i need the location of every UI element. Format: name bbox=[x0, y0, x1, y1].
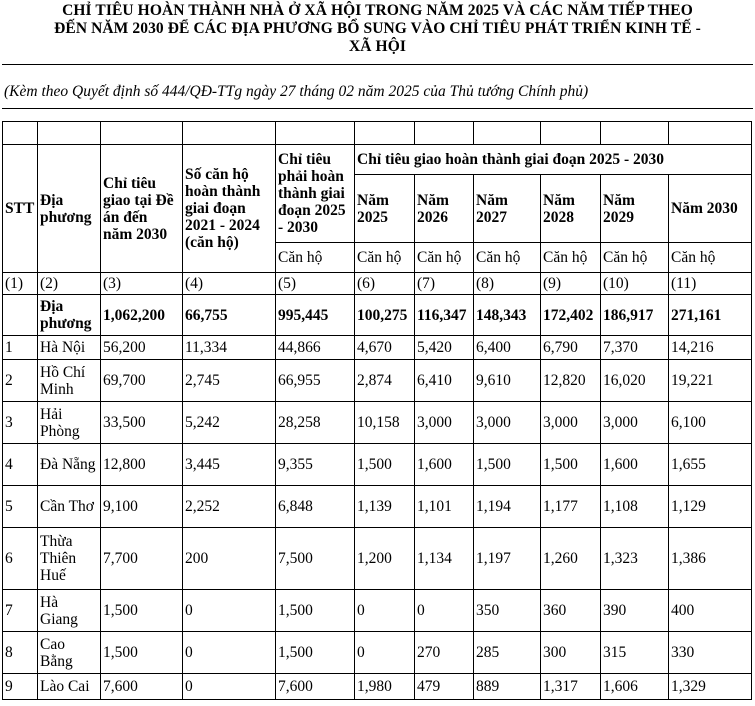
table-row bbox=[3, 336, 752, 360]
cell-year-2028: 12,820 bbox=[541, 360, 601, 402]
cell-year-2026: 1,134 bbox=[415, 528, 474, 590]
cell-completed: 11,334 bbox=[183, 336, 276, 360]
cell-locality: Cao Bằng bbox=[38, 632, 101, 674]
cell-stt: 7 bbox=[3, 590, 38, 632]
cell-year-2029: 3,000 bbox=[601, 402, 669, 444]
cell-completed: 200 bbox=[183, 528, 276, 590]
cell-stt: 5 bbox=[3, 486, 38, 528]
cell-target: 33,500 bbox=[101, 402, 183, 444]
cell-year-2030: 1,129 bbox=[669, 486, 752, 528]
table-row bbox=[3, 528, 752, 590]
header-locality: Địa phương bbox=[38, 145, 101, 273]
table-row bbox=[3, 444, 752, 486]
cell-remaining: 7,500 bbox=[276, 528, 355, 590]
cell-locality: Cần Thơ bbox=[38, 486, 101, 528]
header-completed-2021-2024: Số căn hộ hoàn thành giai đoạn 2021 - 2024 (căn hộ) bbox=[183, 145, 276, 273]
header-year-2026: Năm 2026 bbox=[415, 175, 474, 243]
total-label: Địa phương bbox=[38, 295, 101, 336]
cell-completed: 0 bbox=[183, 674, 276, 700]
cell-year-2026: 1,600 bbox=[415, 444, 474, 486]
cell-year-2026: 1,101 bbox=[415, 486, 474, 528]
col-number: (9) bbox=[541, 273, 601, 295]
cell-year-2030: 330 bbox=[669, 632, 752, 674]
cell-year-2027: 6,400 bbox=[474, 336, 541, 360]
table-body bbox=[3, 336, 752, 700]
col-number: (4) bbox=[183, 273, 276, 295]
header-year-2029: Năm 2029 bbox=[601, 175, 669, 243]
unit-label: Căn hộ bbox=[355, 243, 415, 273]
cell-completed: 0 bbox=[183, 632, 276, 674]
cell-target: 7,600 bbox=[101, 674, 183, 700]
cell-locality: Đà Nẵng bbox=[38, 444, 101, 486]
cell-year-2028: 300 bbox=[541, 632, 601, 674]
cell-year-2025: 1,980 bbox=[355, 674, 415, 700]
cell-completed: 2,252 bbox=[183, 486, 276, 528]
cell-year-2028: 360 bbox=[541, 590, 601, 632]
unit-label: Căn hộ bbox=[415, 243, 474, 273]
cell-stt: 3 bbox=[3, 402, 38, 444]
cell-year-2029: 315 bbox=[601, 632, 669, 674]
header-must-complete: Chỉ tiêu phải hoàn thành giai đoạn 2025 - 2030 bbox=[276, 145, 355, 243]
cell-year-2027: 889 bbox=[474, 674, 541, 700]
total-completed: 66,755 bbox=[183, 295, 276, 336]
col-number: (7) bbox=[415, 273, 474, 295]
column-number-row bbox=[3, 273, 752, 295]
cell-stt: 6 bbox=[3, 528, 38, 590]
cell-remaining: 7,600 bbox=[276, 674, 355, 700]
cell-locality: Hồ Chí Minh bbox=[38, 360, 101, 402]
cell-completed: 0 bbox=[183, 590, 276, 632]
cell-stt: 9 bbox=[3, 674, 38, 700]
total-year-2028: 172,402 bbox=[541, 295, 601, 336]
subtitle-divider bbox=[2, 108, 753, 109]
unit-label: Căn hộ bbox=[669, 243, 752, 273]
cell-year-2028: 1,317 bbox=[541, 674, 601, 700]
cell-target: 69,700 bbox=[101, 360, 183, 402]
cell-year-2030: 1,386 bbox=[669, 528, 752, 590]
cell-stt: 8 bbox=[3, 632, 38, 674]
table-row bbox=[3, 674, 752, 700]
total-row bbox=[3, 295, 752, 336]
cell-remaining: 9,355 bbox=[276, 444, 355, 486]
cell-locality: Hải Phòng bbox=[38, 402, 101, 444]
header-year-2025: Năm 2025 bbox=[355, 175, 415, 243]
cell-year-2025: 10,158 bbox=[355, 402, 415, 444]
cell-year-2027: 3,000 bbox=[474, 402, 541, 444]
total-remaining: 995,445 bbox=[276, 295, 355, 336]
col-number: (6) bbox=[355, 273, 415, 295]
document-subtitle: (Kèm theo Quyết định số 444/QĐ-TTg ngày 27 tháng 02 năm 2025 của Thủ tướng Chính phủ) bbox=[4, 83, 589, 100]
cell-year-2030: 1,329 bbox=[669, 674, 752, 700]
cell-year-2025: 2,874 bbox=[355, 360, 415, 402]
cell-year-2025: 4,670 bbox=[355, 336, 415, 360]
table-row bbox=[3, 632, 752, 674]
cell-locality: Thừa Thiên Huế bbox=[38, 528, 101, 590]
cell-year-2027: 285 bbox=[474, 632, 541, 674]
cell-year-2028: 1,177 bbox=[541, 486, 601, 528]
cell-year-2030: 14,216 bbox=[669, 336, 752, 360]
cell-locality: Hà Nội bbox=[38, 336, 101, 360]
header-row-1 bbox=[3, 145, 752, 175]
cell-remaining: 28,258 bbox=[276, 402, 355, 444]
cell-year-2027: 1,197 bbox=[474, 528, 541, 590]
total-year-2030: 271,161 bbox=[669, 295, 752, 336]
cell-remaining: 44,866 bbox=[276, 336, 355, 360]
cell-year-2026: 5,420 bbox=[415, 336, 474, 360]
cell-year-2026: 270 bbox=[415, 632, 474, 674]
cell-year-2026: 6,410 bbox=[415, 360, 474, 402]
cell-stt: 2 bbox=[3, 360, 38, 402]
cell-target: 12,800 bbox=[101, 444, 183, 486]
cell-locality: Hà Giang bbox=[38, 590, 101, 632]
cell-locality: Lào Cai bbox=[38, 674, 101, 700]
cell-target: 7,700 bbox=[101, 528, 183, 590]
unit-label: Căn hộ bbox=[474, 243, 541, 273]
total-year-2029: 186,917 bbox=[601, 295, 669, 336]
total-target: 1,062,200 bbox=[101, 295, 183, 336]
cell-completed: 5,242 bbox=[183, 402, 276, 444]
cell-year-2027: 1,500 bbox=[474, 444, 541, 486]
cell-year-2029: 16,020 bbox=[601, 360, 669, 402]
cell-year-2030: 6,100 bbox=[669, 402, 752, 444]
cell-year-2030: 400 bbox=[669, 590, 752, 632]
header-target-2030: Chỉ tiêu giao tại Đề án đến năm 2030 bbox=[101, 145, 183, 273]
table-row bbox=[3, 360, 752, 402]
cell-remaining: 1,500 bbox=[276, 632, 355, 674]
cell-year-2026: 3,000 bbox=[415, 402, 474, 444]
total-year-2026: 116,347 bbox=[415, 295, 474, 336]
cell-year-2028: 6,790 bbox=[541, 336, 601, 360]
header-period-group: Chỉ tiêu giao hoàn thành giai đoạn 2025 - 2030 bbox=[355, 145, 752, 175]
unit-label: Căn hộ bbox=[541, 243, 601, 273]
table-row bbox=[3, 486, 752, 528]
total-year-2025: 100,275 bbox=[355, 295, 415, 336]
cell-year-2029: 1,323 bbox=[601, 528, 669, 590]
cell-year-2029: 1,108 bbox=[601, 486, 669, 528]
document-title bbox=[0, 2, 755, 56]
total-year-2027: 148,343 bbox=[474, 295, 541, 336]
cell-year-2026: 0 bbox=[415, 590, 474, 632]
unit-label: Căn hộ bbox=[276, 243, 355, 273]
cell-target: 9,100 bbox=[101, 486, 183, 528]
header-stt: STT bbox=[3, 145, 38, 273]
header-year-2027: Năm 2027 bbox=[474, 175, 541, 243]
cell-year-2027: 9,610 bbox=[474, 360, 541, 402]
col-number: (5) bbox=[276, 273, 355, 295]
cell-year-2025: 0 bbox=[355, 632, 415, 674]
cell-year-2030: 19,221 bbox=[669, 360, 752, 402]
cell-target: 1,500 bbox=[101, 590, 183, 632]
cell-remaining: 6,848 bbox=[276, 486, 355, 528]
title-divider bbox=[2, 64, 753, 65]
cell-year-2029: 1,600 bbox=[601, 444, 669, 486]
unit-label: Căn hộ bbox=[601, 243, 669, 273]
housing-target-table bbox=[2, 121, 752, 700]
title-line-2: ĐẾN NĂM 2030 ĐỂ CÁC ĐỊA PHƯƠNG BỔ SUNG VÀO CHỈ TIÊU PHÁT TRIỂN KINH TẾ - bbox=[54, 20, 701, 37]
cell-year-2027: 1,194 bbox=[474, 486, 541, 528]
cell-year-2029: 1,606 bbox=[601, 674, 669, 700]
cell-year-2025: 1,500 bbox=[355, 444, 415, 486]
spacer-row bbox=[3, 122, 752, 145]
cell-stt: 1 bbox=[3, 336, 38, 360]
cell-year-2029: 390 bbox=[601, 590, 669, 632]
cell-completed: 2,745 bbox=[183, 360, 276, 402]
cell-target: 56,200 bbox=[101, 336, 183, 360]
cell-remaining: 1,500 bbox=[276, 590, 355, 632]
table-row bbox=[3, 590, 752, 632]
cell-completed: 3,445 bbox=[183, 444, 276, 486]
cell-target: 1,500 bbox=[101, 632, 183, 674]
col-number: (11) bbox=[669, 273, 752, 295]
cell-year-2029: 7,370 bbox=[601, 336, 669, 360]
col-number: (3) bbox=[101, 273, 183, 295]
table-row bbox=[3, 402, 752, 444]
cell-year-2025: 1,139 bbox=[355, 486, 415, 528]
col-number: (8) bbox=[474, 273, 541, 295]
title-line-1: CHỈ TIÊU HOÀN THÀNH NHÀ Ở XÃ HỘI TRONG NĂM 2025 VÀ CÁC NĂM TIẾP THEO bbox=[62, 2, 693, 19]
cell-year-2028: 1,260 bbox=[541, 528, 601, 590]
header-year-2030: Năm 2030 bbox=[669, 175, 752, 243]
cell-year-2025: 0 bbox=[355, 590, 415, 632]
cell-year-2028: 1,500 bbox=[541, 444, 601, 486]
cell-year-2030: 1,655 bbox=[669, 444, 752, 486]
col-number: (10) bbox=[601, 273, 669, 295]
cell-year-2027: 350 bbox=[474, 590, 541, 632]
col-number: (2) bbox=[38, 273, 101, 295]
cell-stt: 4 bbox=[3, 444, 38, 486]
col-number: (1) bbox=[3, 273, 38, 295]
cell-year-2026: 479 bbox=[415, 674, 474, 700]
cell-year-2028: 3,000 bbox=[541, 402, 601, 444]
title-line-3: XÃ HỘI bbox=[348, 38, 406, 55]
cell-remaining: 66,955 bbox=[276, 360, 355, 402]
cell-year-2025: 1,200 bbox=[355, 528, 415, 590]
header-year-2028: Năm 2028 bbox=[541, 175, 601, 243]
